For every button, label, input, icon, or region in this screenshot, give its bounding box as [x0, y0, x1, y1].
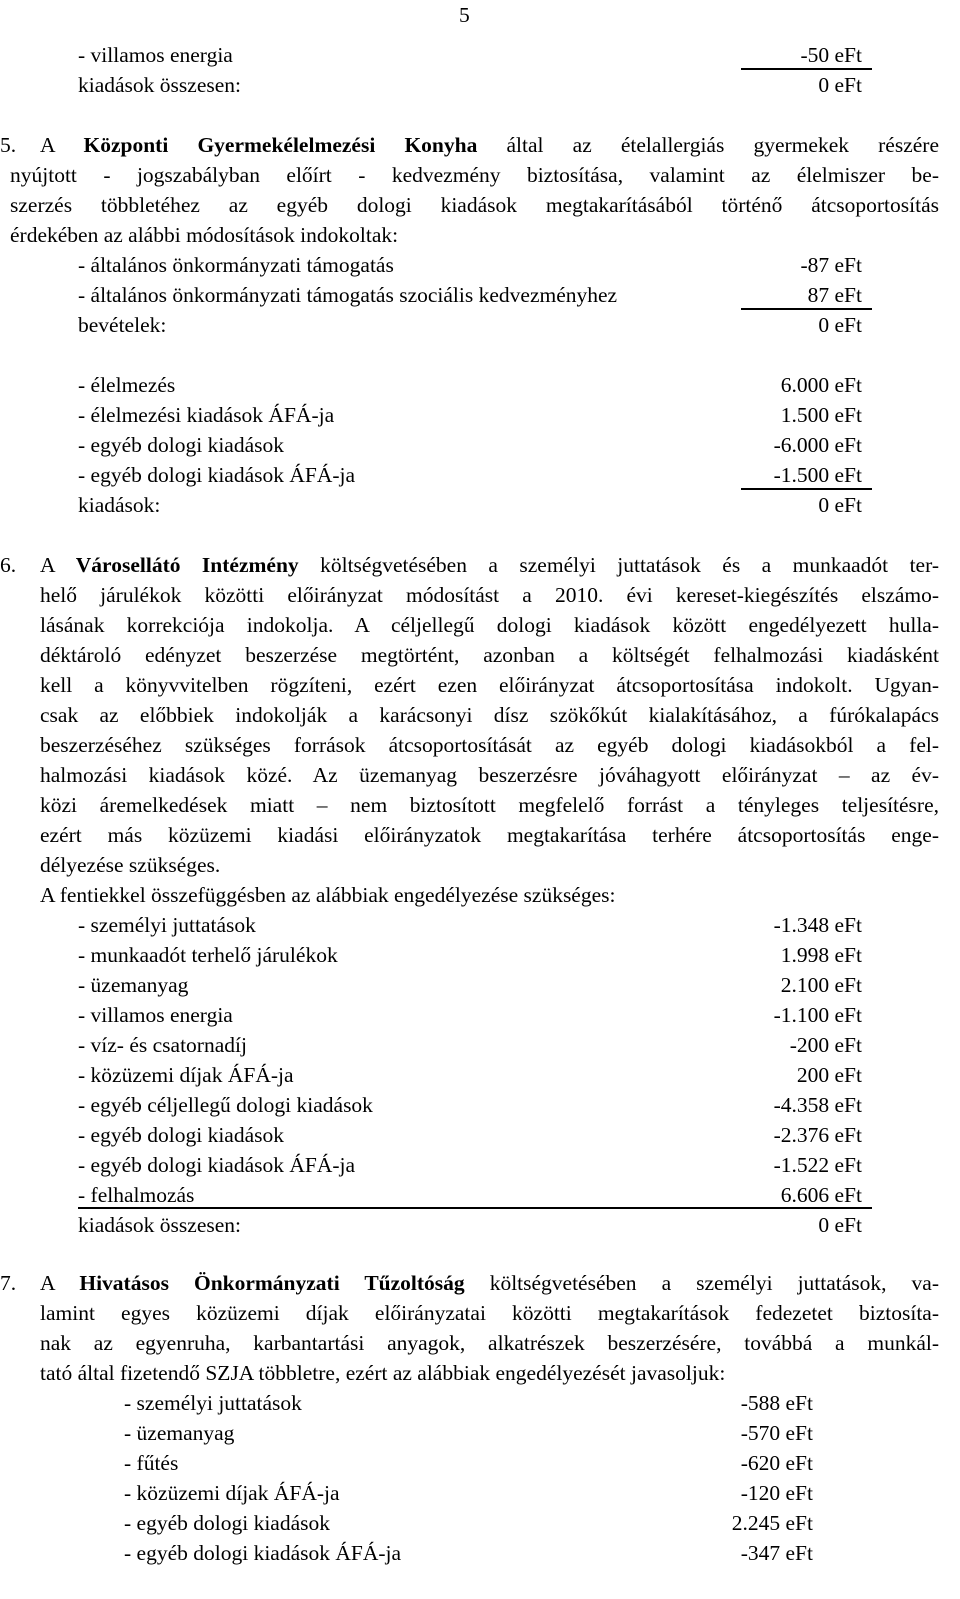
list-item: - munkaadót terhelő járulékok 1.998 eFt	[78, 943, 862, 967]
list-item: - fűtés -620 eFt	[124, 1451, 813, 1475]
sum-underline	[78, 1207, 872, 1209]
list-item: - egyéb dologi kiadások -2.376 eFt	[78, 1123, 862, 1147]
list-item: - egyéb céljellegű dologi kiadások -4.358 eFt	[78, 1093, 862, 1117]
section-6-intro: A fentiekkel összefüggésben az alábbiak engedélyezése szükséges:	[40, 883, 616, 907]
list-item: - üzemanyag -570 eFt	[124, 1421, 813, 1445]
list-item: - villamos energia -1.100 eFt	[78, 1003, 862, 1027]
section-7-paragraph: A Hivatásos Önkormányzati Tűzoltóság költségvetésében a személyi juttatások, va- lamint egyes közüzemi díjak előirányzatai közötti megtakarítások fedezetet biztosíta- nak az egyenruha, karbantartási anyagok, alkatrészek beszerzésére, továbbá a munkál- tató által fizetendő SZJA többletre, ezért az alábbiak engedélyezését javasoljuk:	[40, 1271, 940, 1385]
list-item: - egyéb dologi kiadások ÁFÁ-ja -1.522 eFt	[78, 1153, 862, 1177]
list-item: - személyi juttatások -1.348 eFt	[78, 913, 862, 937]
section-number: 6.	[0, 553, 17, 577]
section-5-paragraph: A Központi Gyermekélelmezési Konyha által az ételallergiás gyermekek részére	[40, 133, 939, 157]
list-item: - személyi juttatások -588 eFt	[124, 1391, 813, 1415]
institution-name: Központi Gyermekélelmezési Konyha	[83, 133, 478, 157]
page-number: 5	[459, 3, 470, 27]
list-item: - általános önkormányzati támogatás -87 eFt	[78, 253, 862, 277]
item-value: -50 eFt	[800, 43, 862, 67]
institution-name: Hivatásos Önkormányzati Tűzoltóság	[79, 1271, 465, 1295]
list-item: - egyéb dologi kiadások 2.245 eFt	[124, 1511, 813, 1535]
section-5-paragraph-cont: nyújtott - jogszabályban előírt - kedvezmény biztosítása, valamint az élelmiszer be- szerzés többletéhez az egyéb dologi kiadások megtakarításából történő átcsoportosítás érdekében az alábbi módosítások indokoltak:	[10, 163, 939, 247]
list-item: - általános önkormányzati támogatás szociális kedvezményhez 87 eFt	[78, 283, 862, 307]
list-item: - élelmezés 6.000 eFt	[78, 373, 862, 397]
total-row: kiadások összesen: 0 eFt	[78, 1213, 862, 1237]
list-item: - felhalmozás 6.606 eFt	[78, 1183, 862, 1207]
institution-name: Városellátó Intézmény	[75, 553, 299, 577]
section-6-paragraph: A Városellátó Intézmény költségvetésében a személyi juttatások és a munkaadót ter- helő járulékok közötti előirányzat módosítást a 2010. évi kereset-kiegészítés elszámo- lásának korrekciója indokolja. A céljellegű dologi kiadások között engedélyezett hulla- déktároló edényzet beszerzése megtörtént, azonban a költségét felhalmozási kiadásként kell a könyvvitelben rögzíteni, ezért ezen előirányzat átcsoportosítása indokolt. Ugyan- csak az előbbiek indokolják a karácsonyi dísz szökőkút kialakításához, a fúrókalapács beszerzéséhez szükséges források átcsoportosítását az egyéb dologi kiadásokból a fel- halmozási kiadások közé. Az üzemanyag beszerzésre jóváhagyott előirányzat – az év- közi áremelkedések miatt – nem biztosított megfelelő forrást a tényleges teljesítésre, ezért más közüzemi kiadási előirányzatok megtakarítása terhére átcsoportosítás enge- délyezése szükséges. A fentiekkel összefüggésben az alábbiak engedélyezése szükséges:	[40, 550, 939, 910]
section-number: 5.	[0, 133, 17, 157]
item-value: 0 eFt	[818, 73, 862, 97]
total-row	[0, 70, 960, 100]
total-row: bevételek: 0 eFt	[78, 313, 862, 337]
item-label: - villamos energia	[78, 43, 233, 67]
item-label: kiadások összesen:	[78, 73, 242, 97]
section-number: 7.	[0, 1271, 17, 1295]
list-item: - egyéb dologi kiadások -6.000 eFt	[78, 433, 862, 457]
list-item: - víz- és csatornadíj -200 eFt	[78, 1033, 862, 1057]
list-item: - üzemanyag 2.100 eFt	[78, 973, 862, 997]
list-item: - élelmezési kiadások ÁFÁ-ja 1.500 eFt	[78, 403, 862, 427]
list-item	[0, 40, 960, 70]
list-item: - közüzemi díjak ÁFÁ-ja 200 eFt	[78, 1063, 862, 1087]
list-item: - közüzemi díjak ÁFÁ-ja -120 eFt	[124, 1481, 813, 1505]
section-pre: A	[40, 133, 84, 157]
list-item: - egyéb dologi kiadások ÁFÁ-ja -1.500 eFt	[78, 463, 862, 487]
total-row: kiadások: 0 eFt	[78, 493, 862, 517]
list-item: - egyéb dologi kiadások ÁFÁ-ja -347 eFt	[124, 1541, 813, 1565]
